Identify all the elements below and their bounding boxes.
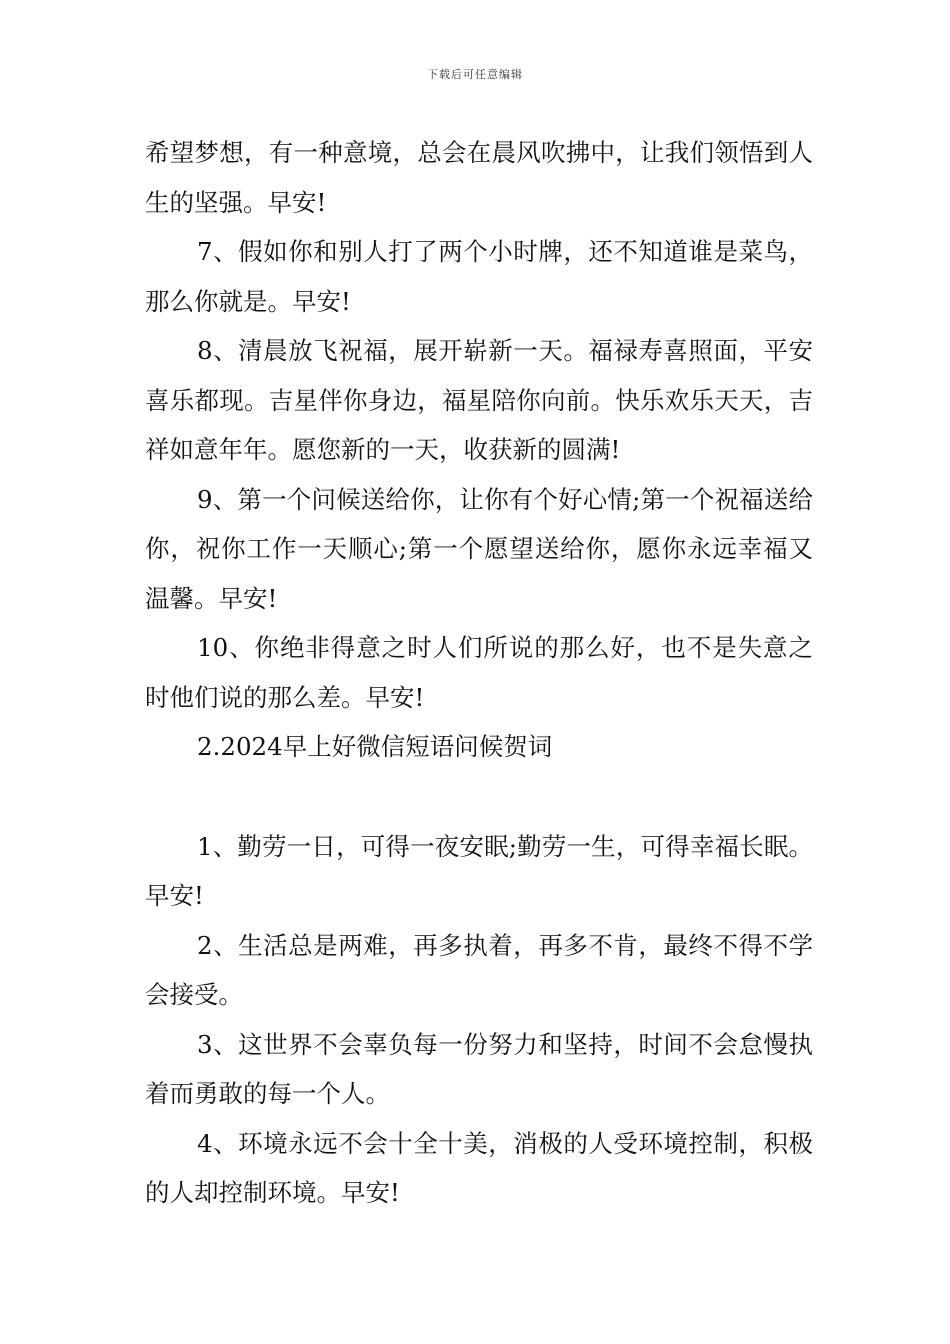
section-spacer: [145, 772, 813, 822]
section-heading: 2.2024早上好微信短语问候贺词: [197, 732, 553, 761]
page-header: 下载后可任意编辑: [427, 68, 523, 81]
paragraph-item-1: 1、勤劳一日，可得一夜安眠;勤劳一生，可得幸福长眠。早安!: [145, 831, 813, 910]
paragraph-item-4: 4、环境永远不会十全十美，消极的人受环境控制，积极的人却控制环境。早安!: [145, 1128, 813, 1207]
paragraph-item-2: 2、生活总是两难，再多执着，再多不肯，最终不得不学会接受。: [145, 930, 813, 1009]
paragraph-item-10: 10、你绝非得意之时人们所说的那么好，也不是失意之时他们说的那么差。早安!: [145, 633, 813, 712]
paragraph-item-8: 8、清晨放飞祝福，展开崭新一天。福禄寿喜照面，平安喜乐都现。吉星伴你身边，福星陪你向前。快乐欢乐天天，吉祥如意年年。愿您新的一天，收获新的圆满!: [145, 336, 813, 464]
paragraph-item-9: 9、第一个问候送给你，让你有个好心情;第一个祝福送给你，祝你工作一天顺心;第一个愿望送给你，愿你永远幸福又温馨。早安!: [145, 484, 813, 613]
paragraph-item-7: 7、假如你和别人打了两个小时牌，还不知道谁是菜鸟，那么你就是。早安!: [145, 237, 813, 316]
document-body: [145, 128, 813, 1218]
paragraph-continuation: 希望梦想，有一种意境，总会在晨风吹拂中，让我们领悟到人生的坚强。早安!: [145, 138, 813, 217]
paragraph-item-3: 3、这世界不会辜负每一份努力和坚持，时间不会怠慢执着而勇敢的每一个人。: [145, 1029, 813, 1108]
